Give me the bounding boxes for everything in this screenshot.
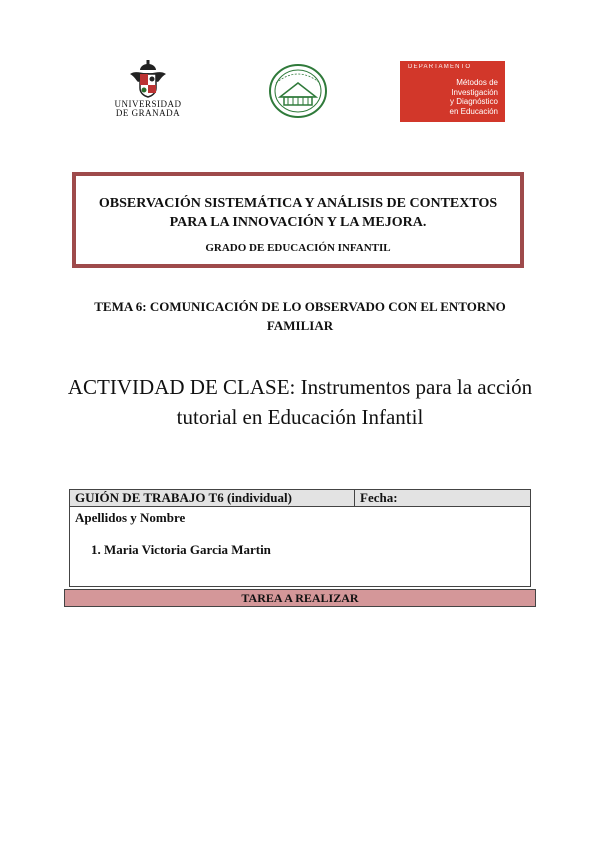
activity-text: Instrumentos para la acción tutorial en Educación Infantil: [176, 375, 533, 429]
student-name: 1. Maria Victoria Garcia Martin: [91, 542, 271, 557]
topic-heading: TEMA 6: COMUNICACIÓN DE LO OBSERVADO CON EL ENTORNO FAMILIAR: [94, 299, 506, 333]
task-bar: TAREA A REALIZAR: [64, 589, 536, 607]
course-title: OBSERVACIÓN SISTEMÁTICA Y ANÁLISIS DE CONTEXTOS PARA LA INNOVACIÓN Y LA MEJORA.: [98, 196, 498, 230]
ugr-text-line1: UNIVERSIDAD: [114, 99, 182, 109]
seal-icon: [268, 63, 328, 119]
names-label: Apellidos y Nombre: [75, 510, 186, 525]
ugr-text-line2: DE GRANADA: [115, 108, 181, 118]
department-logo: [400, 61, 505, 122]
names-row: [70, 507, 531, 587]
work-guide-table: [69, 489, 531, 587]
university-logo: [104, 60, 192, 126]
activity-label: ACTIVIDAD DE CLASE:: [67, 375, 296, 399]
activity-heading: [60, 372, 540, 432]
dept-top-label: DEPARTAMENTO: [408, 64, 472, 70]
dept-line-4: en Educación: [449, 106, 498, 116]
dept-line-2: Investigación: [451, 87, 498, 97]
names-cell: [70, 507, 531, 587]
date-field-label: Fecha:: [355, 490, 531, 507]
dept-line-3: y Diagnóstico: [449, 97, 498, 106]
degree-subtitle: GRADO DE EDUCACIÓN INFANTIL: [205, 242, 391, 254]
work-guide-header-row: [70, 490, 531, 507]
work-guide-title: GUIÓN DE TRABAJO T6 (individual): [70, 490, 355, 507]
faculty-seal-logo: [268, 63, 328, 119]
coat-of-arms-icon: [126, 60, 170, 100]
dept-line-1: Métodos de: [456, 78, 498, 87]
course-title-box: [72, 172, 524, 268]
